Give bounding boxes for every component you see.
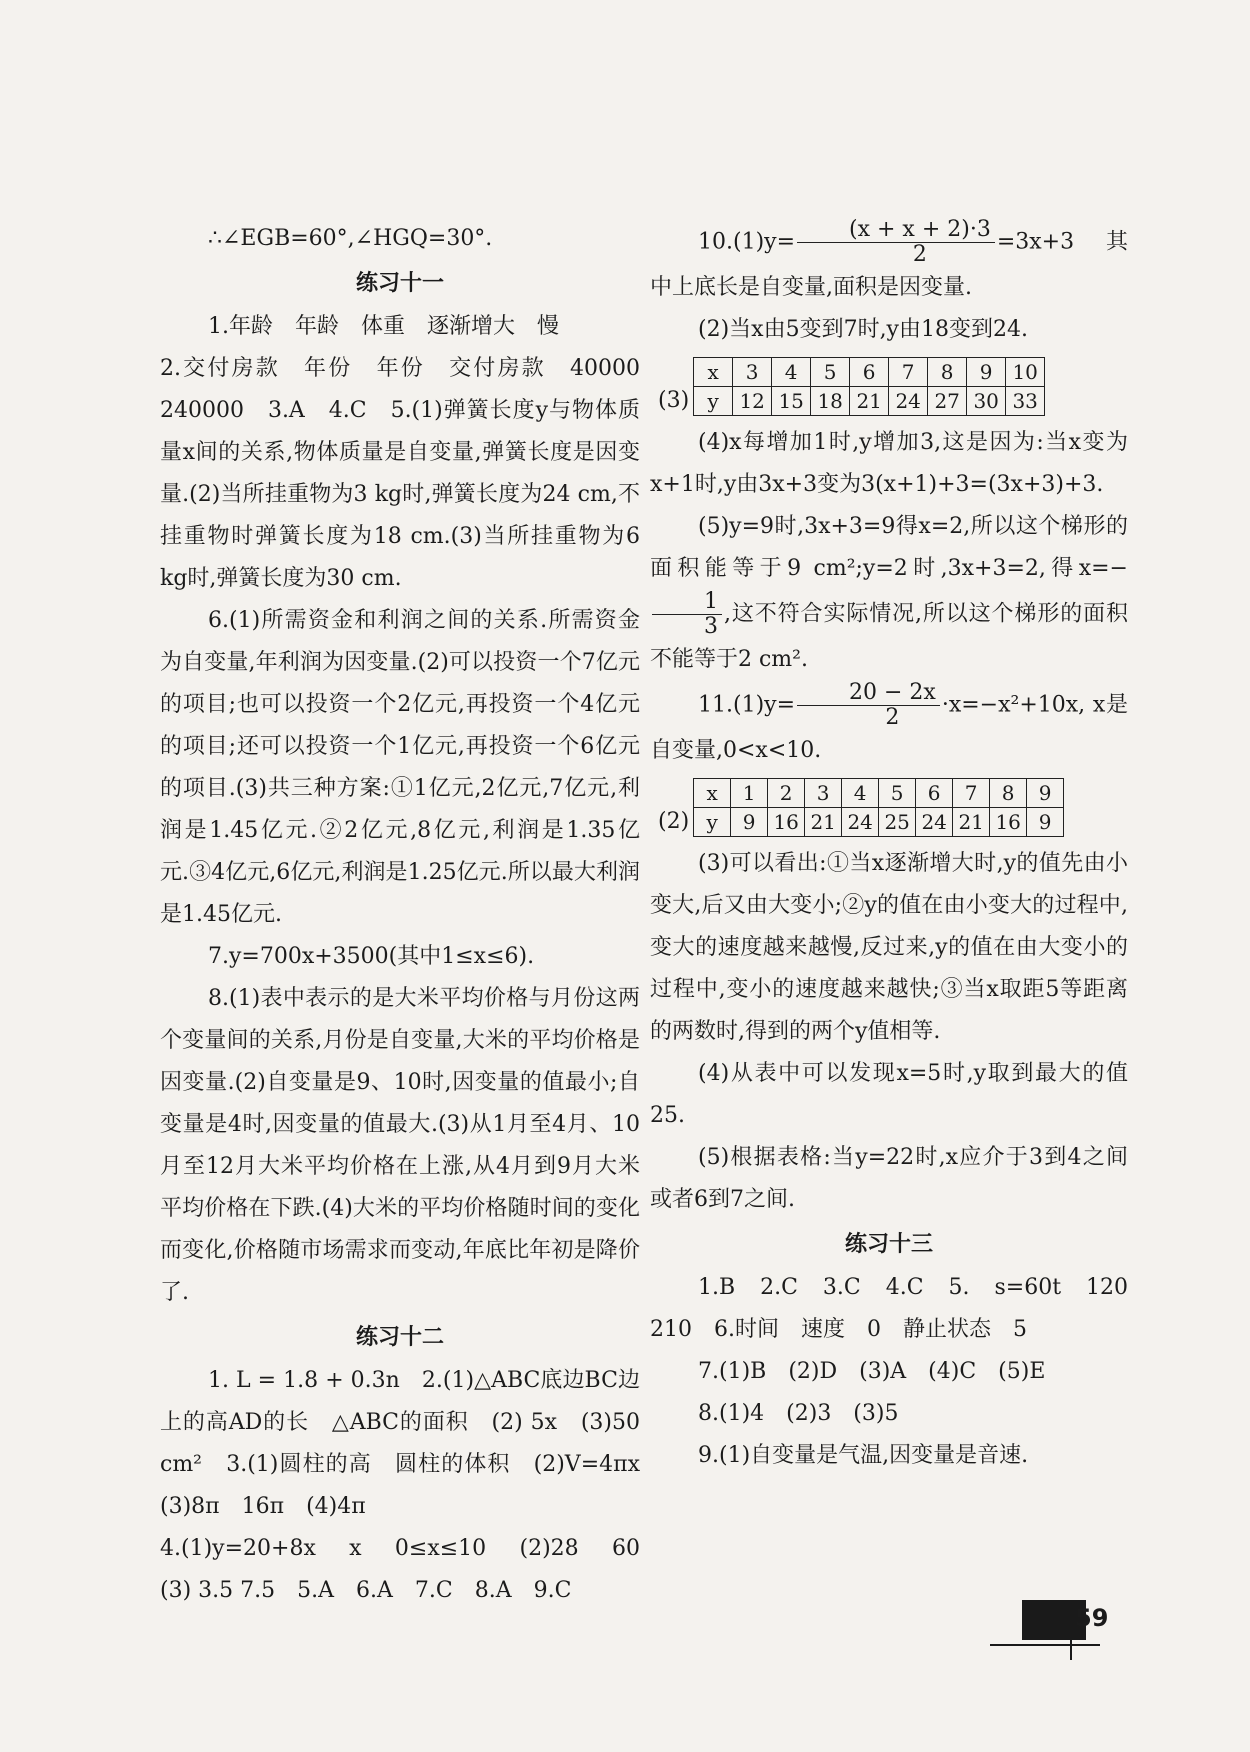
section-heading-12: 练习十二 [355, 1324, 444, 1350]
section-heading-13: 练习十三 [844, 1231, 933, 1257]
page-number: 59 [1075, 1604, 1109, 1632]
answer-11-11-5: (5)根据表格:当y=22时,x应介于3到4之间或者6到7之间. [650, 1145, 1128, 1212]
table-row: y 12 15 18 21 24 27 30 33 [694, 387, 1045, 416]
page-corner-rule-horizontal [990, 1644, 1100, 1646]
answer-11-10-5: (5)y=9时,3x+3=9得x=2,所以这个梯形的面积能等于9 cm²;y=2时,3x+3=2,得x=− $\frac{1}{3}$ ,这不符合实际情况,所以这个梯形的面积不能等于2 cm². [650, 514, 1128, 672]
answer-13-8: 8.(1)4 (2)3 (3)5 [698, 1401, 899, 1426]
table-row: y 9 16 21 24 25 24 21 16 9 [694, 808, 1064, 837]
table-1 [693, 357, 1045, 416]
answer-13-7: 7.(1)B (2)D (3)A (4)C (5)E [698, 1359, 1046, 1384]
answer-13-9: 9.(1)自变量是气温,因变量是音速. [698, 1443, 1029, 1468]
fraction: $\frac{(x + x + 2)\cdot 3}{2}$ [797, 218, 995, 267]
table-2-label: (2) [658, 809, 690, 834]
answer-11-11-3: (3)可以看出:①当x逐渐增大时,y的值先由小变大,后又由大变小;②y的值在由小变大的过程中,变大的速度越来越慢,反过来,y的值在由大变小的过程中,变小的速度越来越快;③当x取距5等距离的两数时,得到的两个y值相等. [650, 851, 1128, 1044]
fraction: $\frac{1}{3}$ [652, 590, 722, 639]
table-2 [693, 778, 1064, 837]
answer-11-8: 8.(1)表中表示的是大米平均价格与月份这两个变量间的关系,月份是自变量,大米的平均价格是因变量.(2)自变量是9、10时,因变量的值最小;自变量是4时,因变量的值最大.(3)从1月至4月、10月至12月大米平均价格在上涨,从4月到9月大米平均价格在下跌.(4)大米的平均价格随时间的变化而变化,价格随市场需求而变动,年底比年初是降价了. [160, 986, 640, 1305]
table-1-label: (3) [658, 388, 690, 413]
left-column [160, 218, 663, 1612]
answer-11-11-4: (4)从表中可以发现x=5时,y取到最大的值25. [650, 1061, 1128, 1128]
table-1-wrapper [658, 357, 1128, 416]
answer-13-1-6: 1.B 2.C 3.C 4.C 5. s=60t 120 210 6.时间 速度 0 静止状态 5 [650, 1275, 1128, 1342]
answer-11-6: 6.(1)所需资金和利润之间的关系.所需资金为自变量,年利润为因变量.(2)可以投资一个7亿元的项目;也可以投资一个2亿元,再投资一个4亿元的项目;还可以投资一个1亿元,再投资一个6亿元的项目.(3)共三种方案:①1亿元,2亿元,7亿元,利润是1.45亿元.②2亿元,8亿元,利润是1.35亿元.③4亿元,6亿元,利润是1.25亿元.所以最大利润是1.45亿元. [160, 608, 640, 927]
answer-11-11-1: 11.(1)y= $\frac{20 - 2x}{2}$ ·x=−x²+10x, x是自变量,0<x<10. [650, 680, 1128, 763]
answer-12-4-9: 4.(1)y=20+8x x 0≤x≤10 (2)28 60 (3) 3.5 7.5 5.A 6.A 7.C 8.A 9.C [160, 1536, 663, 1603]
angle-conclusion: ∴∠EGB=60°,∠HGQ=30°. [208, 226, 493, 251]
page-corner-rule-vertical [1070, 1620, 1072, 1660]
fraction: $\frac{20 - 2x}{2}$ [797, 681, 940, 730]
right-column [650, 218, 1128, 1477]
table-2-wrapper [658, 778, 1128, 837]
section-heading-11: 练习十一 [355, 270, 444, 296]
answer-11-2-5: 2.交付房款 年份 年份 交付房款 40000 240000 3.A 4.C 5.(1)弹簧长度y与物体质量x间的关系,物体质量是自变量,弹簧长度是因变量.(2)当所挂重物为3 kg时,弹簧长度为24 cm,不挂重物时弹簧长度为18 cm.(3)当所挂重物为6 kg时,弹簧长度为30 cm. [160, 356, 640, 591]
answer-11-10-2: (2)当x由5变到7时,y由18变到24. [698, 317, 1028, 342]
answer-11-1: 1.年龄 年龄 体重 逐渐增大 慢 [208, 314, 559, 339]
answer-11-10-4: (4)x每增加1时,y增加3,这是因为:当x变为x+1时,y由3x+3变为3(x+1)+3=(3x+3)+3. [650, 430, 1128, 497]
table-row: x 3 4 5 6 7 8 9 10 [694, 358, 1045, 387]
answer-11-7: 7.y=700x+3500(其中1≤x≤6). [208, 944, 535, 969]
answer-11-10-1: 10.(1)y= $\frac{(x + x + 2)\cdot 3}{2}$ =3x+3 其中上底长是自变量,面积是因变量. [650, 217, 1128, 300]
answer-12-1-3: 1. L = 1.8 + 0.3n 2.(1)△ABC底边BC边上的高AD的长 △ABC的面积 (2) 5x (3)50 cm² 3.(1)圆柱的高 圆柱的体积 (2)V=4πx (3)8π 16π (4)4π [160, 1368, 663, 1519]
table-row: x 1 2 3 4 5 6 7 8 9 [694, 779, 1064, 808]
